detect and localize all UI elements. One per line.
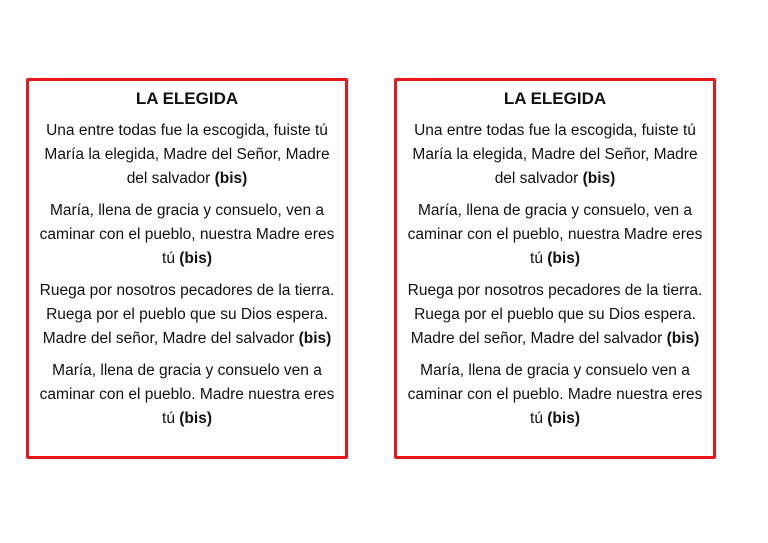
song-card-left: [26, 78, 348, 459]
repeat-marker: (bis): [179, 410, 212, 427]
repeat-marker: (bis): [582, 170, 616, 187]
repeat-marker: (bis): [547, 410, 580, 427]
song-title: LA ELEGIDA: [503, 89, 607, 108]
stanza-text: María, llena de gracia y consuelo ven a caminar con el pueblo. Madre nuestra eres tú: [407, 362, 703, 427]
stanza-2: [35, 199, 339, 271]
stanza-1: [403, 119, 707, 191]
stanza-text: Una entre todas fue la escogida, fuiste tú María la elegida, Madre del Señor, Madre del salvador: [412, 122, 698, 187]
stanza-text: María, llena de gracia y consuelo, ven a caminar con el pueblo, nuestra Madre eres tú: [407, 202, 703, 267]
song-card-right: [394, 78, 716, 459]
song-title: LA ELEGIDA: [135, 89, 239, 108]
repeat-marker: (bis): [179, 250, 212, 267]
stanza-text: Una entre todas fue la escogida, fuiste tú María la elegida, Madre del Señor, Madre del salvador: [44, 122, 330, 187]
stanza-3: [403, 279, 707, 351]
stanza-text: María, llena de gracia y consuelo ven a caminar con el pueblo. Madre nuestra eres tú: [39, 362, 335, 427]
stanza-text: Ruega por nosotros pecadores de la tierra. Ruega por el pueblo que su Dios espera. Madre del señor, Madre del salvador: [407, 282, 703, 347]
stanza-text: María, llena de gracia y consuelo, ven a caminar con el pueblo, nuestra Madre eres tú: [39, 202, 335, 267]
repeat-marker: (bis): [547, 250, 580, 267]
repeat-marker: (bis): [666, 330, 700, 347]
stanza-3: [35, 279, 339, 351]
stanza-2: [403, 199, 707, 271]
stanza-1: [35, 119, 339, 191]
repeat-marker: (bis): [214, 170, 248, 187]
stanza-4: [35, 359, 339, 431]
stanza-text: Ruega por nosotros pecadores de la tierra. Ruega por el pueblo que su Dios espera. Madre del señor, Madre del salvador: [39, 282, 335, 347]
repeat-marker: (bis): [298, 330, 332, 347]
stanza-4: [403, 359, 707, 431]
